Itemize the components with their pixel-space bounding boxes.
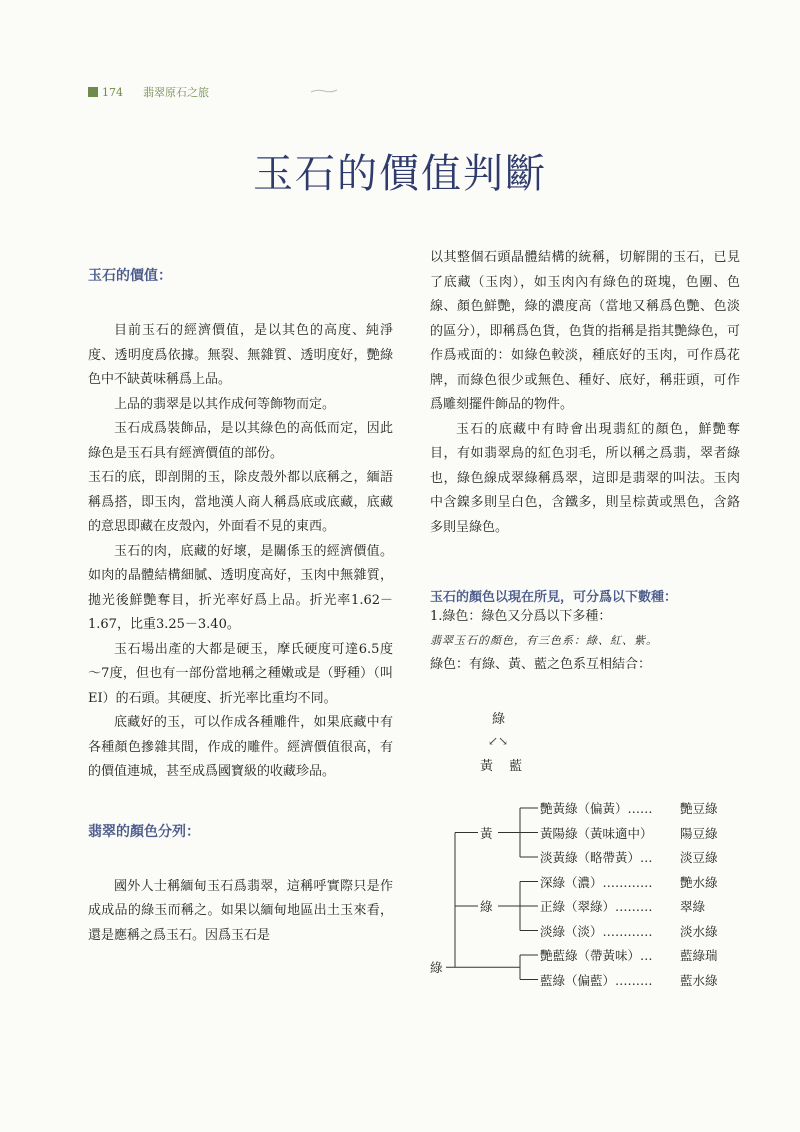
color-diagram-bottom — [480, 755, 528, 774]
section-title-value: 玉石的價值： — [88, 268, 172, 284]
tree-item-label: 正綠（翠綠）……… — [540, 899, 653, 914]
book-title: 翡翠原石之旅 — [143, 86, 209, 99]
paragraph: 玉石的底藏中有時會出現翡紅的顏色，鮮艷奪目，有如翡翠鳥的紅色羽毛，所以稱之爲翡，翠者綠也，綠色線成翠綠稱爲翠，這即是翡翠的叫法。玉肉中含鎳多則呈白色，含鐵多，則呈棕黃或黑色，含鉻多則呈綠色。 — [430, 421, 740, 535]
tree-item-result: 艷豆綠 — [680, 801, 718, 816]
running-header — [88, 84, 209, 100]
tree-item-result: 翠綠 — [680, 899, 706, 914]
yellow-label: 黃 — [480, 759, 500, 774]
tree-item-label: 黃陽綠（黃味適中） — [540, 825, 653, 841]
paragraph: 玉石場出產的大都是硬玉，摩氏硬度可達6.5度～7度，但也有一部份當地稱之種嫩或是（野種）（叫EI）的石頭。其硬度、折光率比重均不同。 — [88, 641, 393, 706]
tree-item-label: 淡綠（淡）………… — [540, 923, 653, 939]
list-line: 翡翠玉石的顏色，有三色系：綠、紅、紫。 — [430, 634, 658, 647]
tree-group-label: 黃 — [480, 825, 493, 841]
left-column — [88, 265, 393, 948]
paragraph: 以其整個石頭晶體結構的統稱，切解開的玉石，已見了底藏（玉肉），如玉肉內有綠色的斑塊，色團、色線、顏色鮮艷，綠的濃度高（當地又稱爲色艷、色淡的區分），即稱爲色貨，色貨的指稱是指其艷綠色，可作爲戒面的：如綠色較淡，種底好的玉肉，可作爲花牌，而綠色很少或無色、種好、底好，稱莊頭，可作爲雕刻擺件飾品的物件。 — [430, 250, 740, 412]
pencil-mark — [310, 88, 338, 94]
tree-root-label: 綠 — [430, 960, 443, 976]
page-number: 174 — [102, 85, 123, 99]
page-marker — [88, 87, 98, 97]
paragraph: 底藏好的玉，可以作成各種雕件，如果底藏中有各種顏色摻雜其間，作成的雕件。經濟價值很高，有的價值連城，甚至成爲國寶級的收藏珍品。 — [88, 715, 393, 779]
page-title: 玉石的價值判斷 — [253, 151, 547, 197]
list-line: 1.綠色：綠色又分爲以下多種： — [430, 609, 612, 624]
color-diagram-arrows: ↙↘ — [488, 734, 509, 748]
tree-item-label: 深綠（濃）………… — [540, 874, 653, 890]
list-line: 綠色：有綠、黃、藍之色系互相結合： — [430, 657, 652, 672]
paragraph: 目前玉石的經濟價值，是以其色的高度、純淨度、透明度爲依據。無裂、無雜質、透明度好，艷綠色中不缺黃味稱爲上品。 — [88, 323, 393, 387]
tree-item-result: 藍水綠 — [680, 972, 718, 988]
paragraph: 上品的翡翠是以其作成何等飾物而定。 — [114, 396, 336, 412]
tree-item-label: 艷黃綠（偏黃）…… — [540, 801, 653, 816]
tree-item-result: 藍綠瑞 — [680, 948, 718, 963]
paragraph: 玉石的肉，底藏的好壞，是關係玉的經濟價值。如肉的晶體結構細膩、透明度高好，玉肉中無雜質，拋光後鮮艷奪目，折光率好爲上品。折光率1.62－1.67，比重3.25－3.40。 — [88, 543, 393, 632]
tree-item-label: 淡黃綠（略帶黃）… — [540, 850, 653, 865]
tree-item-result: 陽豆綠 — [680, 825, 718, 841]
paragraph: 國外人士稱緬甸玉石爲翡翠，這稱呼實際只是作成成品的綠玉而稱之。如果以緬甸地區出土玉來看，還是應稱之爲玉石。因爲玉石是 — [88, 878, 393, 943]
paragraph: 玉石的底，即剖開的玉，除皮殼外都以底稱之，緬語稱爲搭，即玉肉，當地漢人商人稱爲底或底藏，底藏的意思即藏在皮殼內，外面看不見的東西。 — [88, 470, 393, 534]
blue-label: 藍 — [509, 759, 529, 774]
section-title-color-types: 玉石的顏色以現在所見，可分爲以下數種： — [430, 590, 678, 605]
tree-item-result: 艷水綠 — [680, 874, 718, 890]
color-diagram-top: 綠 — [492, 712, 506, 727]
tree-item-result: 淡豆綠 — [680, 850, 718, 865]
tree-item-label: 艷藍綠（帶黃味）… — [540, 948, 653, 963]
tree-group-label: 綠 — [480, 899, 493, 914]
tree-item-result: 淡水綠 — [680, 923, 718, 939]
section-title-colors: 翡翠的顏色分列： — [88, 823, 200, 840]
right-column — [430, 246, 740, 677]
tree-item-label: 藍綠（偏藍）……… — [540, 972, 653, 988]
paragraph: 玉石成爲裝飾品，是以其綠色的高低而定，因此綠色是玉石具有經濟價值的部份。 — [88, 421, 393, 461]
